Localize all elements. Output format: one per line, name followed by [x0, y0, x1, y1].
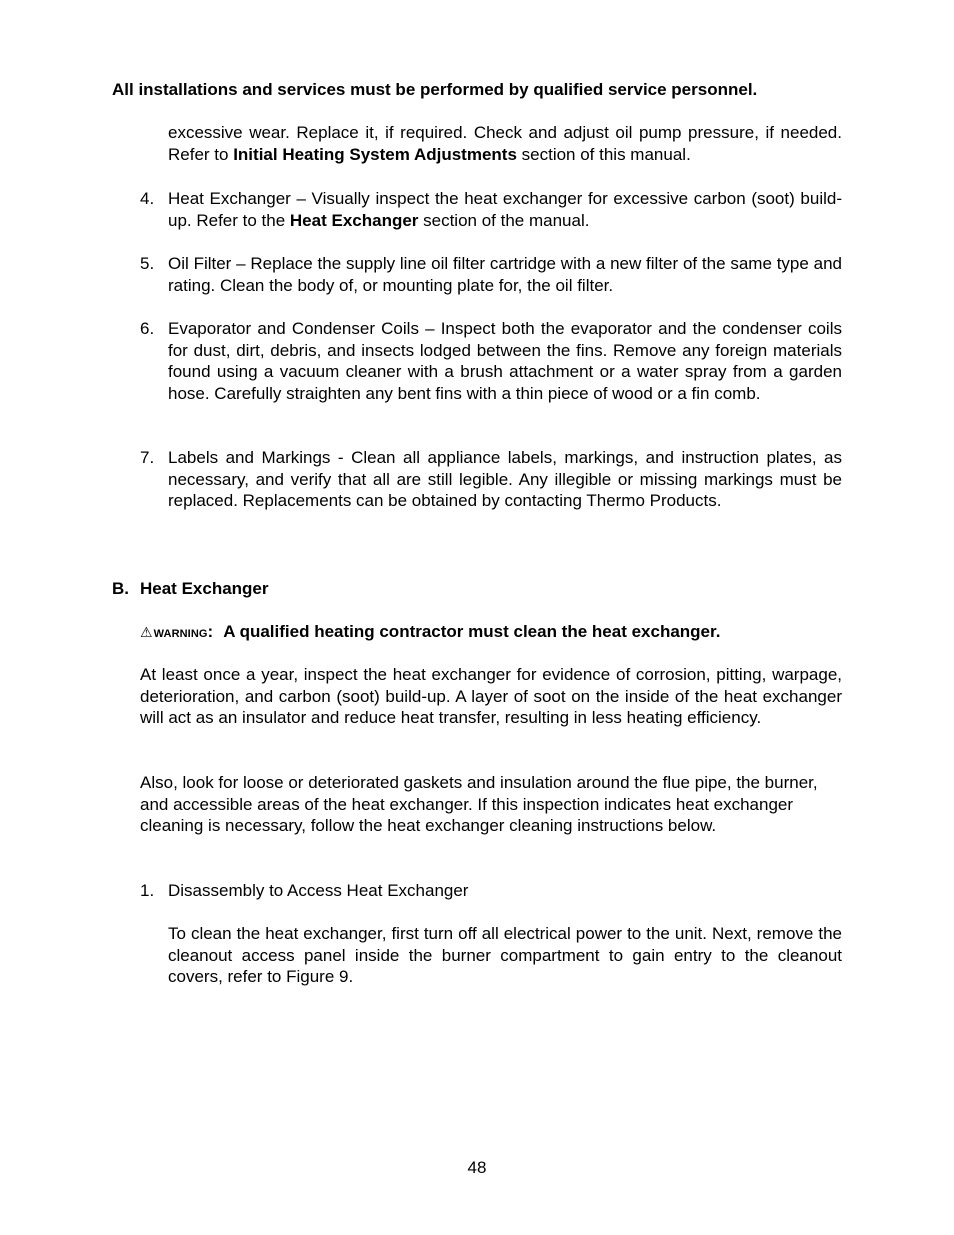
continued-list-text — [168, 122, 842, 165]
list-item-number: 6. — [140, 319, 155, 338]
sub-list-item-number: 1. — [140, 881, 155, 900]
list-item-text: Evaporator and Condenser Coils – Inspect both the evaporator and the condenser coils for dust, dirt, debris, and insects lodged between the fins. Remove any foreign materials found using a vacuum cleaner with a brush attachment or a water spray from a garden hose. Carefully straighten any bent fins with a thin piece of wood or a fin comb. — [168, 319, 842, 403]
body-paragraph: At least once a year, inspect the heat exchanger for evidence of corrosion, pitting, warpage, deterioration, and carbon (soot) build-up. A layer of soot on the inside of the heat exchanger will act as an insulator and reduce heat transfer, resulting in less heating efficiency. — [140, 665, 842, 728]
item-text-end: section of the manual. — [418, 210, 590, 230]
list-item — [140, 188, 842, 231]
list-item — [140, 318, 842, 404]
item-text-start: Heat Exchanger – Visually inspect the heat exchanger for excessive carbon (soot) build-up. Refer to the — [168, 189, 842, 230]
list-item-text: Oil Filter – Replace the supply line oil filter cartridge with a new filter of the same type and rating. Clean the body of, or mounting plate for, the oil filter. — [168, 254, 842, 295]
section-letter: B. — [112, 579, 129, 598]
warning-word: WARNING — [153, 628, 208, 640]
list-item-text — [168, 188, 842, 231]
sub-list-item — [140, 880, 842, 902]
list-item-number: 4. — [140, 189, 155, 208]
warning-notice — [140, 621, 842, 646]
warning-colon: : — [207, 622, 214, 641]
list-item-text: Labels and Markings - Clean all appliance labels, markings, and instruction plates, as necessary, and verify that all are still legible. Any illegible or missing markings must be replaced. Replacements can be obtained by contacting Thermo Products. — [168, 448, 842, 511]
list-item — [140, 447, 842, 512]
continued-text-start: excessive wear. Replace it, if required. Check and adjust oil pump pressure, if needed. Refer to — [168, 123, 842, 164]
warning-label — [140, 622, 208, 646]
warning-text: A qualified heating contractor must clean the heat exchanger. — [223, 622, 721, 641]
warning-triangle-icon: ⚠ — [140, 624, 153, 640]
sub-list-item-text: To clean the heat exchanger, first turn off all electrical power to the unit. Next, remove the cleanout access panel inside the burner compartment to gain entry to the cleanout covers, refer to Figure 9. — [168, 924, 842, 987]
section-heading — [112, 578, 512, 600]
safety-notice-header: All installations and services must be performed by qualified service personnel. — [112, 80, 758, 99]
body-paragraph: Also, look for loose or deteriorated gaskets and insulation around the flue pipe, the burner, and accessible areas of the heat exchanger. If this inspection indicates heat exchanger cleaning is necessary, follow the heat exchanger cleaning instructions below. — [140, 773, 818, 836]
list-item-number: 5. — [140, 254, 155, 273]
list-item — [140, 253, 842, 296]
sub-list-item-title: Disassembly to Access Heat Exchanger — [168, 881, 469, 900]
reference-heat-exchanger: Heat Exchanger — [289, 210, 419, 230]
section-title: Heat Exchanger — [140, 579, 269, 598]
continued-text-end: section of this manual. — [516, 144, 691, 164]
list-item-number: 7. — [140, 448, 155, 467]
reference-initial-heating-adjustments: Initial Heating System Adjustments — [233, 144, 517, 164]
page-number: 48 — [467, 1158, 487, 1177]
